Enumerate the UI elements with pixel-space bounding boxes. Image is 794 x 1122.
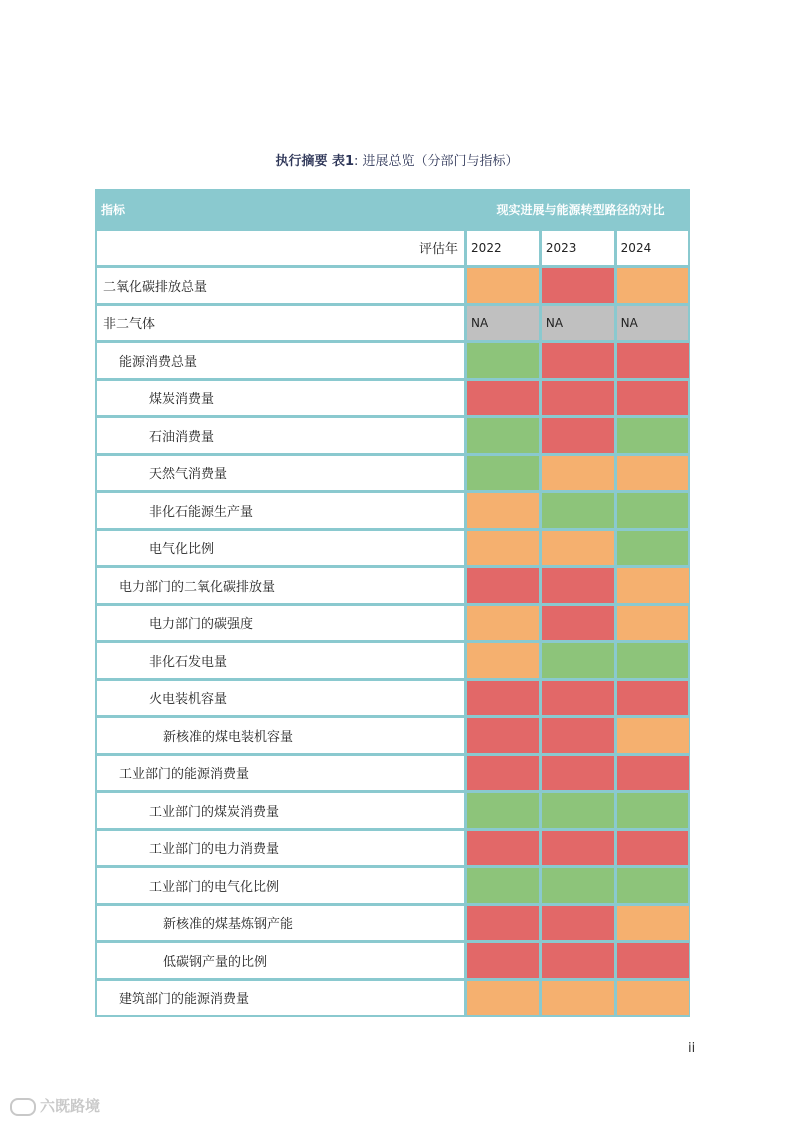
indicator-label: 建筑部门的能源消费量 <box>97 981 464 1016</box>
status-cell-2024 <box>617 906 689 941</box>
status-cell-2022 <box>467 756 539 791</box>
status-cell-2024 <box>617 268 689 303</box>
table-row <box>95 754 690 792</box>
status-cell-2023 <box>542 568 614 603</box>
table-row <box>95 267 690 305</box>
status-cell-2024 <box>617 681 689 716</box>
status-cell-2023 <box>542 643 614 678</box>
year-2022: 2022 <box>467 231 539 266</box>
table-row <box>95 567 690 605</box>
status-cell-2024 <box>617 606 689 641</box>
status-cell-2023 <box>542 943 614 978</box>
indicator-label: 煤炭消费量 <box>97 381 464 416</box>
status-cell-2024 <box>617 343 689 378</box>
table-row <box>95 604 690 642</box>
indicator-label: 工业部门的电气化比例 <box>97 868 464 903</box>
table-row <box>95 829 690 867</box>
status-cell-2023 <box>542 831 614 866</box>
indicator-label: 电气化比例 <box>97 531 464 566</box>
watermark-logo-icon <box>10 1098 36 1116</box>
watermark-text: 六既路境 <box>40 1097 101 1115</box>
status-cell-2023 <box>542 268 614 303</box>
status-cell-2023 <box>542 793 614 828</box>
status-cell-2023 <box>542 681 614 716</box>
indicator-label: 能源消费总量 <box>97 343 464 378</box>
status-cell-2023 <box>542 981 614 1016</box>
table-row <box>95 454 690 492</box>
indicator-label: 工业部门的电力消费量 <box>97 831 464 866</box>
status-cell-2024: NA <box>617 306 689 341</box>
status-cell-2024 <box>617 456 689 491</box>
table-caption <box>0 150 794 169</box>
status-cell-2024 <box>617 493 689 528</box>
indicator-label: 低碳钢产量的比例 <box>97 943 464 978</box>
status-cell-2023: NA <box>542 306 614 341</box>
progress-table <box>95 189 690 1017</box>
status-cell-2024 <box>617 381 689 416</box>
status-cell-2022 <box>467 531 539 566</box>
status-cell-2023 <box>542 531 614 566</box>
table-row <box>95 904 690 942</box>
status-cell-2024 <box>617 981 689 1016</box>
status-cell-2024 <box>617 793 689 828</box>
indicator-label: 新核准的煤电装机容量 <box>97 718 464 753</box>
status-cell-2023 <box>542 418 614 453</box>
status-cell-2022 <box>467 793 539 828</box>
status-cell-2022 <box>467 943 539 978</box>
year-row <box>95 229 690 267</box>
indicator-label: 非二气体 <box>97 306 464 341</box>
status-cell-2022 <box>467 268 539 303</box>
table-header <box>95 189 690 229</box>
year-2024: 2024 <box>617 231 689 266</box>
indicator-label: 工业部门的能源消费量 <box>97 756 464 791</box>
table-row <box>95 642 690 680</box>
status-cell-2023 <box>542 606 614 641</box>
table-body <box>95 267 690 1017</box>
header-indicator: 指标 <box>101 202 126 217</box>
status-cell-2022 <box>467 568 539 603</box>
indicator-label: 工业部门的煤炭消费量 <box>97 793 464 828</box>
indicator-label: 非化石能源生产量 <box>97 493 464 528</box>
status-cell-2022 <box>467 606 539 641</box>
year-2023: 2023 <box>542 231 614 266</box>
status-cell-2023 <box>542 756 614 791</box>
status-cell-2022 <box>467 906 539 941</box>
status-cell-2024 <box>617 868 689 903</box>
status-cell-2022 <box>467 456 539 491</box>
indicator-label: 新核准的煤基炼钢产能 <box>97 906 464 941</box>
status-cell-2023 <box>542 381 614 416</box>
header-comparison: 现实进展与能源转型路径的对比 <box>496 202 665 217</box>
year-row-label: 评估年 <box>97 231 464 266</box>
status-cell-2024 <box>617 943 689 978</box>
status-cell-2024 <box>617 531 689 566</box>
status-cell-2023 <box>542 456 614 491</box>
page-number: ii <box>688 1041 696 1056</box>
status-cell-2023 <box>542 868 614 903</box>
table-row <box>95 942 690 980</box>
table-row <box>95 867 690 905</box>
table-row <box>95 679 690 717</box>
caption-text: : 进展总览（分部门与指标） <box>354 154 519 169</box>
table-row <box>95 342 690 380</box>
table-row <box>95 792 690 830</box>
status-cell-2023 <box>542 906 614 941</box>
status-cell-2022 <box>467 831 539 866</box>
indicator-label: 火电装机容量 <box>97 681 464 716</box>
table-row <box>95 979 690 1017</box>
status-cell-2024 <box>617 643 689 678</box>
indicator-label: 电力部门的碳强度 <box>97 606 464 641</box>
table-row <box>95 417 690 455</box>
status-cell-2024 <box>617 831 689 866</box>
status-cell-2024 <box>617 568 689 603</box>
table-row <box>95 379 690 417</box>
indicator-label: 非化石发电量 <box>97 643 464 678</box>
status-cell-2023 <box>542 718 614 753</box>
indicator-label: 二氧化碳排放总量 <box>97 268 464 303</box>
status-cell-2022 <box>467 868 539 903</box>
status-cell-2022 <box>467 343 539 378</box>
status-cell-2022 <box>467 643 539 678</box>
table-row <box>95 304 690 342</box>
status-cell-2022 <box>467 493 539 528</box>
status-cell-2024 <box>617 756 689 791</box>
status-cell-2023 <box>542 493 614 528</box>
status-cell-2024 <box>617 418 689 453</box>
status-cell-2022 <box>467 718 539 753</box>
table-row <box>95 529 690 567</box>
status-cell-2022 <box>467 418 539 453</box>
caption-bold: 执行摘要 表1 <box>275 154 355 169</box>
table-row <box>95 717 690 755</box>
status-cell-2022 <box>467 981 539 1016</box>
status-cell-2022: NA <box>467 306 539 341</box>
status-cell-2023 <box>542 343 614 378</box>
status-cell-2024 <box>617 718 689 753</box>
indicator-label: 石油消费量 <box>97 418 464 453</box>
table-row <box>95 492 690 530</box>
indicator-label: 电力部门的二氧化碳排放量 <box>97 568 464 603</box>
status-cell-2022 <box>467 681 539 716</box>
watermark <box>10 1095 100 1116</box>
status-cell-2022 <box>467 381 539 416</box>
indicator-label: 天然气消费量 <box>97 456 464 491</box>
